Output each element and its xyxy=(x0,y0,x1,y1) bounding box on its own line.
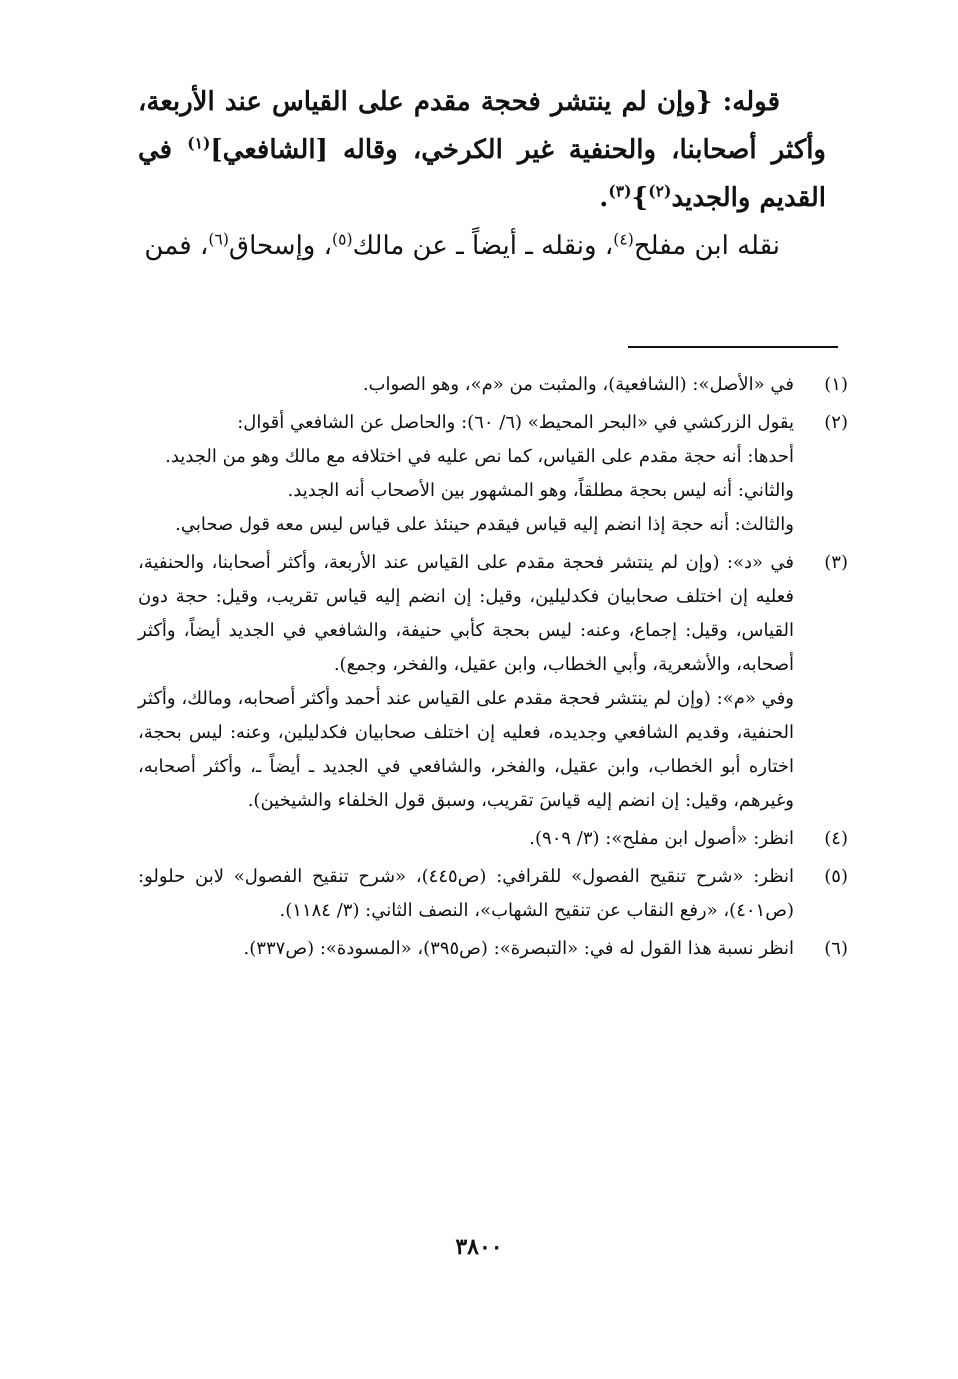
footnote-text: وفي «م»: (وإن لم ينتشر فحجة مقدم على القياس عند أحمد وأكثر أصحابه، ومالك، وأكثر الحنفية، وقديم الشافعي وجديده، فعليه إن اختلف صحابيان فكدليلين، وعنه: ليس بحجة، اختاره أبو الخطاب، وابن عقيل، والفخر، والشافعي في الجديد ـ أيضاً ـ، وأكثر أصحابه، وغيرهم، وقيل: إن انضم إليه قياسَ تقريب، وسبق قول الخلفاء والشيخين). xyxy=(138,688,794,811)
footnote-ref-4: (٤) xyxy=(613,230,634,249)
footnote-6 xyxy=(138,932,848,966)
footnote-text: في «الأصل»: (الشافعية)، والمثبت من «م»، وهو الصواب. xyxy=(362,374,794,395)
body-text-part-2: ، ونقله ـ أيضاً ـ عن مالك xyxy=(352,231,614,261)
footnote-text: انظر: «شرح تنقيح الفصول» للقرافي: (ص٤٤٥)، «شرح تنقيح الفصول» لابن حلولو: (ص٤٠١)، «رفع النقاب عن تنقيح الشهاب»، النصف الثاني: (٣/ ١١٨٤). xyxy=(138,866,794,921)
footnote-body xyxy=(138,546,794,818)
footnote-text: أحدها: أنه حجة مقدم على القياس، كما نص عليه في اختلافه مع مالك وهو من الجديد. xyxy=(165,446,794,467)
footnote-ref-1: (١) xyxy=(187,133,211,153)
footnote-text: والثاني: أنه ليس بحجة مطلقاً، وهو المشهور بين الأصحاب أنه الجديد. xyxy=(287,480,794,501)
footnote-2 xyxy=(138,406,848,542)
footnote-number: (٦) xyxy=(824,938,848,959)
footnote-1 xyxy=(138,368,848,402)
main-paragraph-quote xyxy=(138,78,826,222)
footnote-ref-3: (٣) xyxy=(608,181,632,201)
footnote-4 xyxy=(138,822,848,856)
main-paragraph-body xyxy=(138,222,826,270)
footnote-text: في «د»: (وإن لم ينتشر فحجة مقدم على القياس عند الأربعة، وأكثر أصحابنا، والحنفية، فعليه إن اختلف صحابيان فكدليلين، وقيل: إن انضم إليه قياس تقريب، وقيل: حجة دون القياس، وقيل: إجماع، وعنه: ليس بحجة كأبي حنيفة، والشافعي في الجديد أيضاً، وأكثر أصحابه، والأشعرية، وأبي الخطاب، وابن عقيل، والفخر، وجمع). xyxy=(138,552,794,675)
footnote-number: (٣) xyxy=(824,552,848,573)
footnotes-section xyxy=(138,368,848,970)
footnote-ref-2: (٢) xyxy=(648,181,672,201)
footnote-number: (٥) xyxy=(824,866,848,887)
footnote-text: انظر نسبة هذا القول له في: «التبصرة»: (ص٣٩٥)، «المسودة»: (ص٣٣٧). xyxy=(243,938,794,959)
body-text-part-1: نقله ابن مفلح xyxy=(633,231,780,261)
footnote-number: (١) xyxy=(824,374,848,395)
quote-text-part-2: في القديم والجديد xyxy=(138,135,826,213)
main-text-block xyxy=(138,78,826,270)
footnote-number: (٤) xyxy=(824,828,848,849)
footnote-body xyxy=(138,406,794,542)
page-number: ٣٨٠٠ xyxy=(455,1234,503,1260)
footnote-ref-6: (٦) xyxy=(208,230,229,249)
footnote-text: يقول الزركشي في «البحر المحيط» (٦/ ٦٠): والحاصل عن الشافعي أقوال: xyxy=(237,412,794,433)
footnote-5 xyxy=(138,860,848,928)
body-text-part-3: ، وإسحاق xyxy=(228,231,333,261)
footnote-body xyxy=(138,822,794,856)
footnote-ref-5: (٥) xyxy=(332,230,353,249)
footnote-text: والثالث: أنه حجة إذا انضم إليه قياس فيقدم حينئذ على قياس ليس معه قول صحابي. xyxy=(175,514,794,535)
footnote-number: (٢) xyxy=(824,412,848,433)
footnote-body xyxy=(138,368,794,402)
footnote-3 xyxy=(138,546,848,818)
footnote-text: انظر: «أصول ابن مفلح»: (٣/ ٩٠٩). xyxy=(529,828,794,849)
footnote-separator xyxy=(628,346,838,348)
quote-text-part-1: قوله: {وإن لم ينتشر فحجة مقدم على القياس عند الأربعة، وأكثر أصحابنا، والحنفية غير الكرخي، وقاله [الشافعي] xyxy=(138,87,826,165)
footnote-body xyxy=(138,860,794,928)
body-text-part-4: ، فمن xyxy=(144,231,209,261)
quote-closing-brace: } xyxy=(631,183,649,213)
footnote-body xyxy=(138,932,794,966)
quote-end-period: . xyxy=(599,183,609,213)
